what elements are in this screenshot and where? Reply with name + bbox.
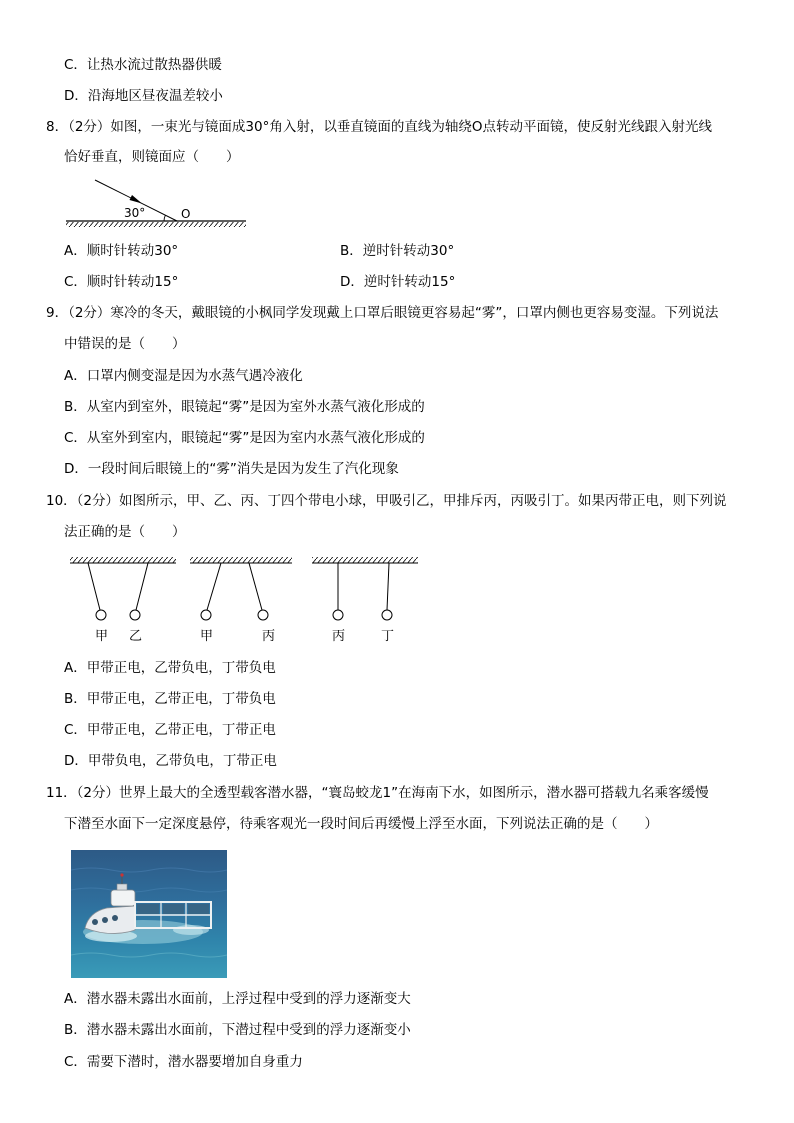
q9-stem-line2: 中错误的是（ ） xyxy=(64,336,186,352)
label-jia-2: 甲 xyxy=(200,629,214,644)
ball-bing xyxy=(258,610,268,620)
q8-stem-line2: 恰好垂直，则镜面应（ ） xyxy=(64,149,240,165)
q11-stem-line2: 下潜至水面下一定深度悬停，待乘客观光一段时间后再缓慢上浮至水面，下列说法正确的是（ ） xyxy=(64,816,658,832)
q8-option-a: A．顺时针转动30° xyxy=(64,243,179,259)
submersible-illustration xyxy=(71,850,227,978)
q11-option-a: A．潜水器未露出水面前，上浮过程中受到的浮力逐渐变大 xyxy=(64,991,411,1007)
point-o-label: O xyxy=(181,207,191,221)
q8-mirror-figure xyxy=(60,172,260,234)
q7-option-c: C．让热水流过散热器供暖 xyxy=(64,57,222,73)
q9-option-b: B．从室内到室外，眼镜起“雾”是因为室外水蒸气液化形成的 xyxy=(64,399,425,415)
submersible-photo xyxy=(71,850,227,978)
q10-charged-balls-figure xyxy=(66,553,426,649)
q10-option-b: B．甲带正电，乙带正电，丁带负电 xyxy=(64,691,276,707)
q9-option-c: C．从室外到室内，眼镜起“雾”是因为室内水蒸气液化形成的 xyxy=(64,430,425,446)
ball-bing xyxy=(333,610,343,620)
thread xyxy=(249,563,262,610)
q8-option-b: B．逆时针转动30° xyxy=(340,243,455,259)
q11-option-b: B．潜水器未露出水面前，下潜过程中受到的浮力逐渐变小 xyxy=(64,1022,411,1038)
angle-arc xyxy=(164,215,165,221)
q10-option-a: A．甲带正电，乙带负电，丁带负电 xyxy=(64,660,276,676)
q10-stem-line2: 法正确的是（ ） xyxy=(64,524,186,540)
thread xyxy=(207,563,221,610)
label-jia-1: 甲 xyxy=(95,629,109,644)
ray-arrow-icon xyxy=(130,195,143,204)
q11-stem-line1: 11．（2分）世界上最大的全透型载客潜水器，“寰岛蛟龙1”在海南下水，如图所示，潜水器可搭载九名乘客缓慢 xyxy=(46,785,709,801)
label-bing-2: 丙 xyxy=(332,629,346,644)
support-bar-1 xyxy=(70,557,176,563)
q10-stem-line1: 10．（2分）如图所示，甲、乙、丙、丁四个带电小球，甲吸引乙，甲排斥丙，丙吸引丁。如果丙带正电，则下列说 xyxy=(46,493,727,509)
label-ding: 丁 xyxy=(381,629,395,644)
label-yi: 乙 xyxy=(129,629,143,644)
q9-option-a: A．口罩内侧变湿是因为水蒸气遇冷液化 xyxy=(64,368,303,384)
q10-option-c: C．甲带正电，乙带正电，丁带正电 xyxy=(64,722,276,738)
q8-option-c: C．顺时针转动15° xyxy=(64,274,179,290)
q9-stem-line1: 9．（2分）寒冷的冬天，戴眼镜的小枫同学发现戴上口罩后眼镜更容易起“雾”，口罩内侧也更容易变湿。下列说法 xyxy=(46,305,719,321)
angle-label: 30° xyxy=(124,206,146,220)
thread xyxy=(387,563,389,610)
q9-option-d: D．一段时间后眼镜上的“雾”消失是因为发生了汽化现象 xyxy=(64,461,399,477)
ball-yi xyxy=(130,610,140,620)
label-bing-1: 丙 xyxy=(262,629,276,644)
q7-option-d: D．沿海地区昼夜温差较小 xyxy=(64,88,223,104)
support-bar-3 xyxy=(312,557,418,563)
support-bar-2 xyxy=(190,557,292,563)
thread xyxy=(136,563,148,610)
q8-option-d: D．逆时针转动15° xyxy=(340,274,456,290)
q11-option-c: C．需要下潜时，潜水器要增加自身重力 xyxy=(64,1054,303,1070)
ball-jia xyxy=(96,610,106,620)
q10-option-d: D．甲带负电，乙带负电，丁带正电 xyxy=(64,753,277,769)
q8-stem-line1: 8．（2分）如图，一束光与镜面成30°角入射，以垂直镜面的直线为轴绕O点转动平面镜，使反射光线跟入射光线 xyxy=(46,119,712,135)
ball-ding xyxy=(382,610,392,620)
thread xyxy=(88,563,100,610)
mirror-hatching xyxy=(66,222,246,227)
ball-jia xyxy=(201,610,211,620)
